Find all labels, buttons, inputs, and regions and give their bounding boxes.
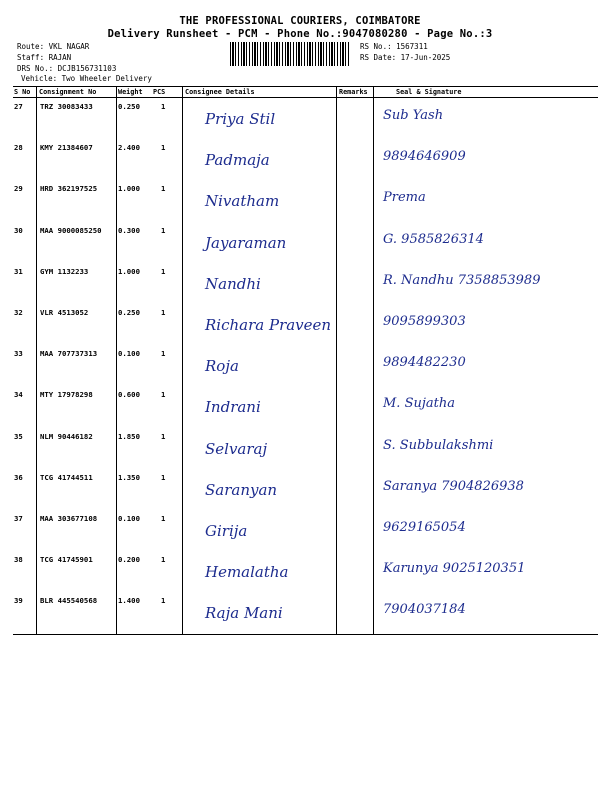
header-pcs: PCS	[153, 88, 166, 96]
pieces-count: 1	[161, 514, 166, 523]
pieces-count: 1	[161, 349, 166, 359]
serial-number: 33	[14, 349, 23, 359]
weight-value: 0.250	[118, 308, 140, 317]
consignee-name: Jayaraman	[205, 233, 287, 252]
consignment-number: MAA 707737313	[40, 349, 98, 359]
pieces-count: 1	[161, 555, 166, 565]
table-row	[0, 224, 600, 265]
table-row	[0, 512, 600, 553]
route-label: Route: VKL NAGAR	[17, 42, 90, 51]
pieces-count: 1	[161, 143, 166, 153]
weight-value: 1.850	[118, 431, 140, 441]
table-row	[0, 471, 600, 512]
runsheet-subtitle: Delivery Runsheet - PCM - Phone No.:9047080280 - Page No.:3	[107, 28, 493, 40]
receiver-signature: 7904037184	[383, 602, 466, 618]
serial-number: 37	[14, 514, 23, 523]
consignee-name: Indrani	[205, 398, 261, 417]
consignment-number: MTY 17978298	[40, 390, 93, 400]
pieces-count: 1	[161, 472, 166, 482]
consignment-number: NLM 90446182	[40, 431, 93, 441]
consignee-name: Nandhi	[205, 274, 261, 293]
consignment-number: MAA 303677108	[40, 514, 98, 523]
company-title: THE PROFESSIONAL COURIERS, COIMBATORE	[179, 15, 421, 27]
receiver-signature: 9894646909	[383, 149, 466, 165]
consignment-number: KMY 21384607	[40, 143, 93, 153]
serial-number: 28	[14, 143, 23, 153]
receiver-signature: R. Nandhu 7358853989	[383, 272, 541, 288]
table-header-rule	[13, 97, 598, 98]
consignment-number: TCG 41745901	[40, 555, 93, 565]
header-remarks: Remarks	[339, 88, 368, 96]
table-row	[0, 100, 600, 141]
receiver-signature: Prema	[383, 190, 426, 206]
barcode	[230, 42, 350, 66]
consignee-name: Selvaraj	[205, 439, 268, 458]
header-seal: Seal & Signature	[396, 88, 462, 96]
weight-value: 0.200	[118, 555, 140, 565]
pieces-count: 1	[161, 596, 166, 606]
consignment-number: MAA 9000085250	[40, 225, 102, 235]
consignee-name: Roja	[205, 357, 239, 376]
weight-value: 2.400	[118, 143, 140, 153]
consignee-name: Hemalatha	[205, 563, 289, 582]
serial-number: 29	[14, 184, 23, 194]
serial-number: 27	[14, 102, 23, 111]
consignment-number: GYM 1132233	[40, 266, 89, 276]
weight-value: 0.600	[118, 390, 140, 400]
receiver-signature: 9095899303	[383, 314, 466, 329]
receiver-signature: Sub Yash	[383, 108, 444, 123]
consignee-name: Nivatham	[205, 192, 280, 211]
consignment-number: VLR 4513052	[40, 308, 89, 317]
rs-date: RS Date: 17-Jun-2025	[360, 53, 451, 62]
staff-label: Staff: RAJAN	[17, 53, 72, 62]
header-consignee: Consignee Details	[185, 88, 255, 96]
serial-number: 30	[14, 225, 23, 235]
serial-number: 36	[14, 472, 23, 482]
pieces-count: 1	[161, 308, 166, 317]
serial-number: 39	[14, 596, 23, 606]
serial-number: 31	[14, 266, 23, 276]
receiver-signature: G. 9585826314	[383, 231, 484, 247]
weight-value: 1.000	[118, 266, 140, 276]
consignee-name: Saranyan	[205, 480, 278, 499]
table-row	[0, 141, 600, 182]
drs-number: DRS No.: DCJB156731103	[17, 64, 117, 73]
rs-number: RS No.: 1567311	[360, 42, 428, 51]
receiver-signature: Karunya 9025120351	[383, 561, 526, 577]
consignment-number: BLR 445540568	[40, 596, 98, 606]
weight-value: 0.100	[118, 349, 140, 359]
consignee-name: Girija	[205, 522, 248, 540]
vehicle-label: Vehicle: Two Wheeler Delivery	[21, 74, 152, 83]
consignment-number: TCG 41744511	[40, 472, 93, 482]
header-sno: S No	[14, 88, 31, 96]
serial-number: 34	[14, 390, 23, 400]
table-row	[0, 553, 600, 594]
weight-value: 1.400	[118, 596, 140, 606]
receiver-signature: S. Subbulakshmi	[383, 437, 494, 453]
weight-value: 1.350	[118, 472, 140, 482]
consignment-number: HRD 362197525	[40, 184, 98, 194]
header-consignment: Consignment No	[39, 88, 97, 96]
pieces-count: 1	[161, 390, 166, 400]
pieces-count: 1	[161, 266, 166, 276]
receiver-signature: Saranya 7904826938	[383, 478, 524, 494]
pieces-count: 1	[161, 431, 166, 441]
table-row	[0, 388, 600, 429]
pieces-count: 1	[161, 102, 166, 111]
consignee-name: Richara Praveen	[205, 316, 332, 334]
consignee-name: Padmaja	[205, 151, 270, 170]
table-row	[0, 265, 600, 306]
header-weight: Weight	[118, 88, 143, 96]
table-row	[0, 306, 600, 347]
receiver-signature: 9629165054	[383, 520, 466, 535]
consignment-number: TRZ 30083433	[40, 102, 93, 111]
receiver-signature: 9894482230	[383, 355, 466, 371]
receiver-signature: M. Sujatha	[383, 396, 455, 412]
table-row	[0, 430, 600, 471]
serial-number: 35	[14, 431, 23, 441]
serial-number: 32	[14, 308, 23, 317]
table-row	[0, 594, 600, 635]
weight-value: 0.100	[118, 514, 140, 523]
consignee-name: Priya Stil	[205, 110, 276, 128]
table-row	[0, 182, 600, 223]
consignee-name: Raja Mani	[205, 604, 283, 623]
weight-value: 0.300	[118, 225, 140, 235]
serial-number: 38	[14, 555, 23, 565]
weight-value: 0.250	[118, 102, 140, 111]
weight-value: 1.000	[118, 184, 140, 194]
pieces-count: 1	[161, 184, 166, 194]
table-top-rule	[13, 86, 598, 87]
pieces-count: 1	[161, 225, 166, 235]
table-row	[0, 347, 600, 388]
